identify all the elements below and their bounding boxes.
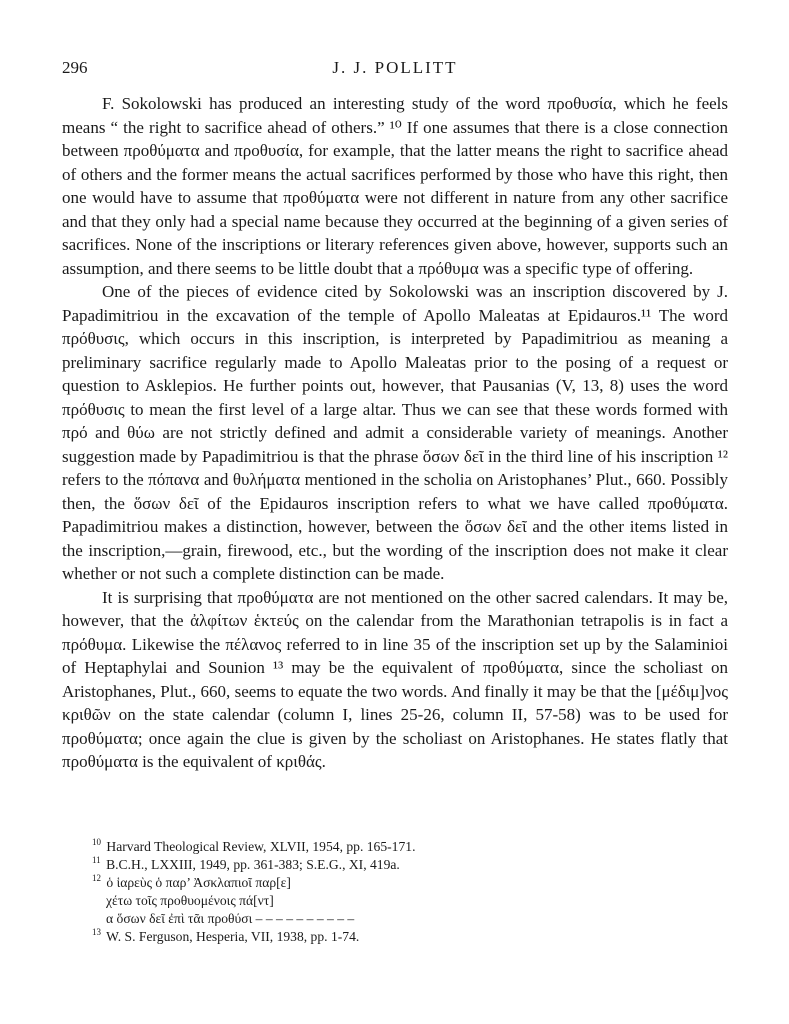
footnote-text-continued: α ὅσων δεῖ ἐπὶ τᾶι προθύσι – – – – – – – – – –	[106, 911, 355, 926]
footnote-text: W. S. Ferguson, Hesperia, VII, 1938, pp. 1-74.	[106, 929, 360, 944]
paragraph: F. Sokolowski has produced an interesting study of the word προθυσία, which he feels means “ the right to sacrifice ahead of others.” ¹⁰ If one assumes that there is a close connection between προθύματα and προθυσία, for example, that the latter means the right to sacrifice ahead of others and the former means the actual sacrifices performed by those who have this right, then one would have to assume that προθύματα were not different in nature from any other sacrifice and that they only had a special name because they occurred at the beginning of a given series of sacrifices. None of the inscriptions or literary references given above, however, supports such an assumption, and there seems to be little doubt that a πρόθυμα was a specific type of offering.	[62, 94, 728, 278]
body-text	[62, 92, 728, 774]
footnote	[92, 874, 712, 928]
running-head	[62, 56, 728, 80]
footnote-text: B.C.H., LXXIII, 1949, pp. 361-383; S.E.G., XI, 419a.	[106, 857, 400, 872]
paragraph: It is surprising that προθύματα are not mentioned on the other sacred calendars. It may be, however, that the ἀλφίτων ἑκτεύς on the calendar from the Marathonian tetrapolis is in fact a πρόθυμα. Likewise the πέλανος referred to in line 35 of the inscription set up by the Salaminioi of Heptaphylai and Sounion ¹³ may be the equivalent of προθύματα, since the scholiast on Aristophanes, Plut., 660, seems to equate the two words. And finally it may be that the [μέδιμ]νος κριθῶν on the state calendar (column I, lines 25-26, column II, 57-58) was to be used for προθύματα; once again the clue is given by the scholiast on Aristophanes. He states flatly that προθύματα is the equivalent of κριθάς.	[62, 587, 728, 771]
paragraph: One of the pieces of evidence cited by Sokolowski was an inscription discovered by J. Papadimitriou in the excavation of the temple of Apollo Maleatas at Epidauros.¹¹ The word πρόθυσις, which occurs in this inscription, is interpreted by Papadimitriou as meaning a preliminary sacrifice regularly made to Apollo Maleatas prior to the posing of a request or question to Asklepios. He further points out, however, that Pausanias (V, 13, 8) uses the word πρόθυσις to mean the first level of a large altar. Thus we can see that these words formed with πρό and θύω are not strictly defined and admit a considerable variety of meanings. Another suggestion made by Papadimitriou is that the phrase ὅσων δεῖ in the third line of his inscription ¹² refers to the πόπανα and θυλήματα mentioned in the scholia on Aristophanes’ Plut., 660. Possibly then, the ὅσων δεῖ of the Epidauros inscription refers to what we have called προθύματα. Papadimitriou makes a distinction, however, between the ὅσων δεῖ and the other items listed in the inscription,—grain, firewood, etc., but the wording of the inscription does not make it clear whether or not such a complete distinction can be made.	[62, 282, 728, 583]
footnote	[92, 838, 712, 856]
footnote	[92, 856, 712, 874]
running-head-author: J. J. POLLITT	[332, 58, 458, 77]
footnotes	[92, 838, 712, 946]
footnote-number: 12	[92, 873, 101, 884]
footnote-number: 10	[92, 837, 101, 848]
footnote-number: 13	[92, 927, 101, 938]
footnote-text-continued: χέτω τοῖς προθυομένοις πά[ντ]	[106, 893, 274, 908]
footnote-text: Harvard Theological Review, XLVII, 1954, pp. 165-171.	[106, 839, 416, 854]
footnote-text: ὁ ἱαρεὺς ὁ παρ’ Ἀσκλαπιοῖ παρ[ε]	[106, 875, 291, 890]
page-number: 296	[62, 58, 88, 77]
footnote	[92, 928, 712, 946]
footnote-number: 11	[92, 855, 101, 866]
